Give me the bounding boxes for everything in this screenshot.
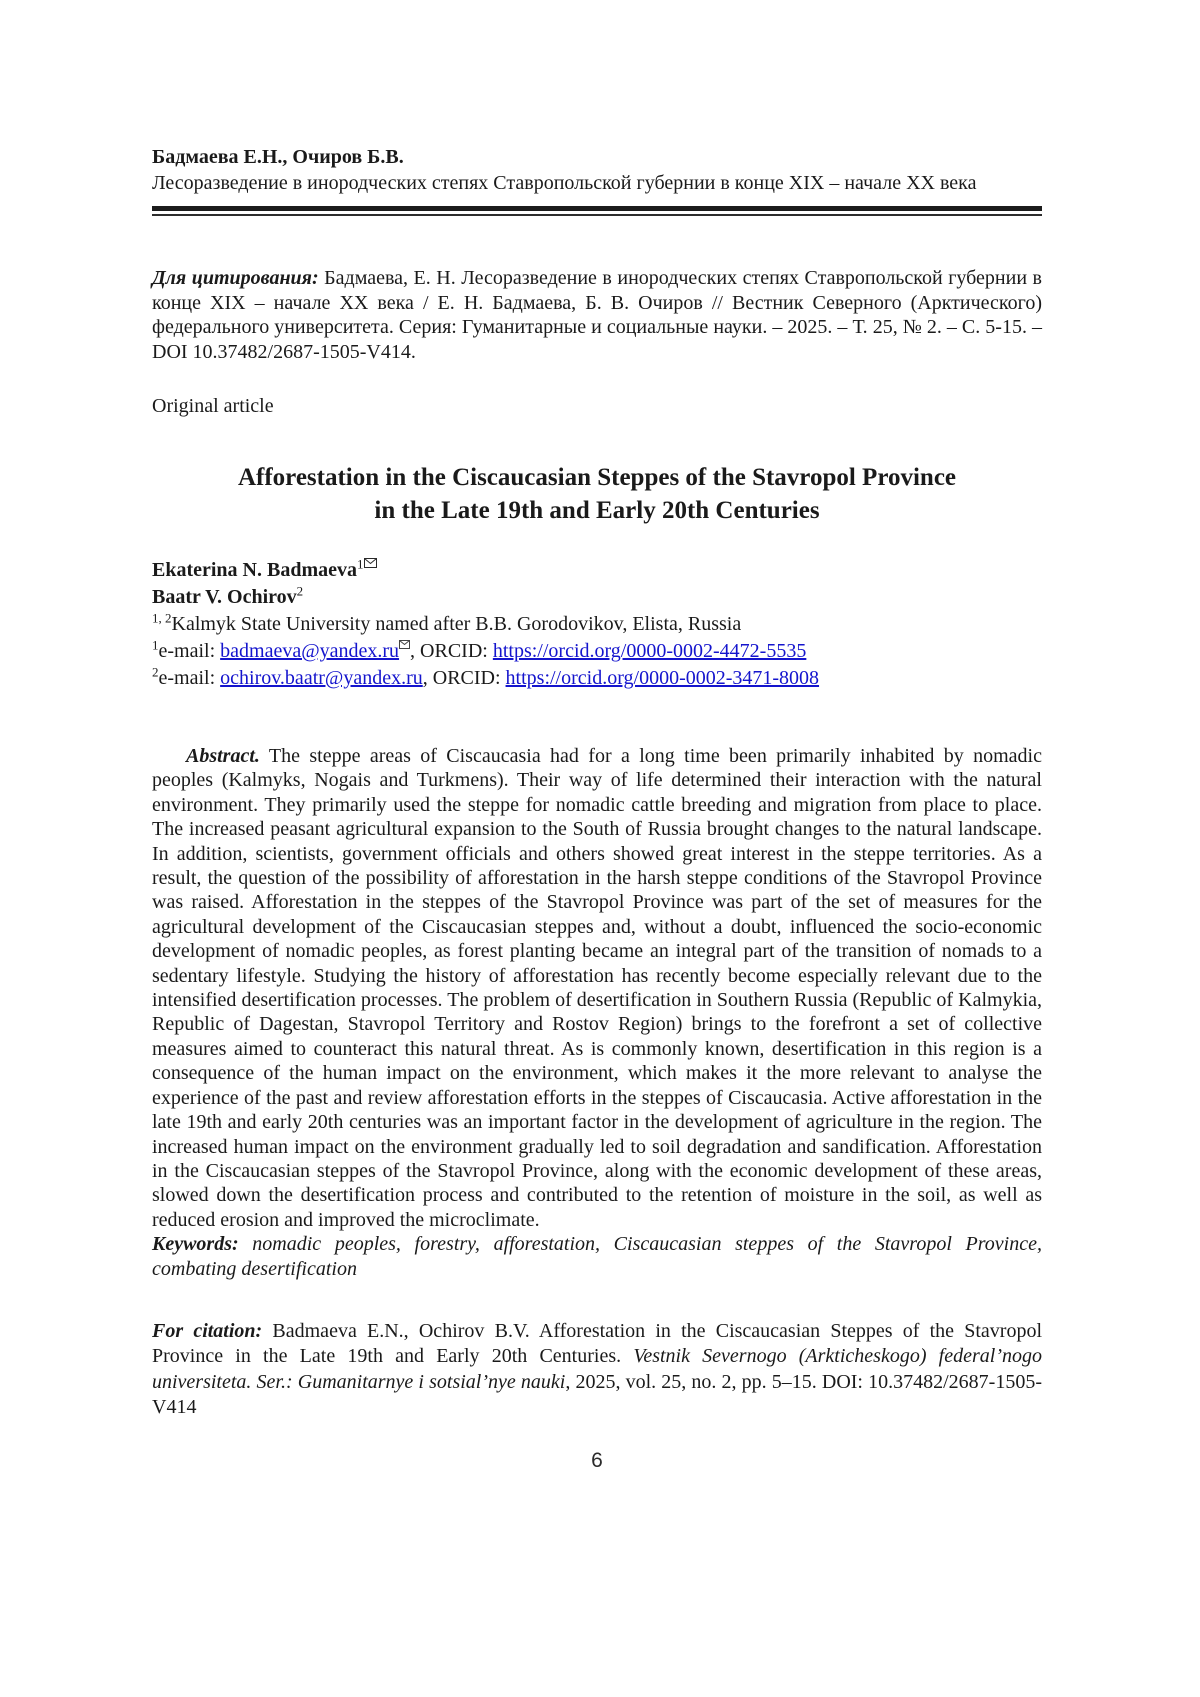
citation-en [152, 1319, 1042, 1421]
citation-en-journal: Vestnik Severnogo (Arkticheskogo) federal’nogo universiteta. Ser.: Gumanitarnye i sotsial’nye nauki [152, 1345, 1042, 1393]
keywords-label: Keywords: [152, 1233, 239, 1256]
abstract-paragraph [152, 744, 1042, 1232]
article-title-line2: in the Late 19th and Early 20th Centuries [374, 497, 820, 524]
citation-ru-label: Для цитирования: [152, 267, 319, 289]
envelope-icon [399, 640, 410, 649]
email-line-1 [152, 638, 1042, 665]
affiliation-text: Kalmyk State University named after B.B. Gorodovikov, Elista, Russia [171, 613, 742, 635]
orcid-1-label: , ORCID: [410, 640, 493, 662]
envelope-icon [364, 558, 377, 568]
running-header [152, 145, 1042, 216]
orcid-2-label: , ORCID: [422, 667, 506, 689]
email-1-label: e-mail: [158, 640, 221, 662]
author-2-affil-sup: 2 [296, 583, 304, 599]
author-line-2 [152, 584, 1042, 611]
author-2-name: Baatr V. Ochirov [152, 586, 297, 608]
email-2-sup: 2 [152, 664, 159, 680]
citation-en-label: For citation: [152, 1319, 263, 1342]
article-type-label: Original article [152, 395, 274, 417]
author-1-affil-sup: 1 [357, 556, 364, 572]
email-1-sup: 1 [152, 637, 159, 653]
email-line-2 [152, 665, 1042, 692]
article-title [152, 461, 1042, 527]
orcid-1-link[interactable]: https://orcid.org/0000-0002-4472-5535 [492, 640, 807, 662]
citation-en-text-2: , 2025, vol. 25, no. 2, pp. 5–15. DOI: 10.37482/2687-1505-V414 [152, 1370, 1042, 1419]
authors-block [152, 557, 1042, 692]
affiliation-sup: 1, 2 [152, 610, 172, 626]
abstract-label: Abstract. [186, 745, 260, 767]
orcid-2-link[interactable]: https://orcid.org/0000-0002-3471-8008 [505, 667, 820, 689]
email-2-link[interactable]: ochirov.baatr@yandex.ru [220, 667, 423, 689]
author-line-1 [152, 557, 1042, 584]
running-header-authors: Бадмаева Е.Н., Очиров Б.В. [152, 146, 404, 168]
page-number: 6 [591, 1448, 603, 1472]
citation-ru [152, 266, 1042, 364]
keywords-text: nomadic peoples, forestry, afforestation, Ciscaucasian steppes of the Stavropol Province, combating desertification [152, 1233, 1042, 1280]
author-1-name: Ekaterina N. Badmaeva [152, 559, 357, 581]
abstract-text: The steppe areas of Ciscaucasia had for a long time been primarily inhabited by nomadic peoples (Kalmyks, Nogais and Turkmens). Their way of life determined their interaction with the natural environment. They primarily used the steppe for nomadic cattle breeding and migration from place to place. The increased peasant agricultural expansion to the South of Russia brought changes to the natural landscape. In addition, scientists, government officials and others showed great interest in the steppe territories. As a result, the question of the possibility of afforestation in the harsh steppe conditions of the Stavropol Province was raised. Afforestation in the steppes of the Stavropol Province was part of the set of measures for the agricultural development of the Ciscaucasian steppes and, without a doubt, influenced the socio-economic development of nomadic peoples, as forest planting became an integral part of the transition of nomads to a sedentary lifestyle. Studying the history of afforestation has recently become especially relevant due to the intensified desertification processes. The problem of desertification in Southern Russia (Republic of Kalmykia, Republic of Dagestan, Stavropol Territory and Rostov Region) brings to the forefront a set of collective measures aimed to counteract this natural threat. As is commonly known, desertification in this region is a consequence of the human impact on the environment, which makes it the more relevant to analyse the experience of the past and review afforestation efforts in the steppes of Ciscaucasia. Active afforestation in the late 19th and early 20th centuries was an important factor in the development of agriculture in the region. The increased human impact on the environment gradually led to soil degradation and sandification. Afforestation in the Ciscaucasian steppes of the Stavropol Province, along with the economic development of these areas, slowed down the desertification process and contributed to the retention of moisture in the soil, as well as reduced erosion and improved the microclimate. [152, 745, 1042, 1231]
header-rule [152, 206, 1042, 216]
citation-en-text-1: Badmaeva E.N., Ochirov B.V. Afforestation in the Ciscaucasian Steppes of the Stavropol Province in the Late 19th and Early 20th Centuries. [152, 1319, 1043, 1368]
affiliation-line [152, 611, 1042, 638]
email-1-link[interactable]: badmaeva@yandex.ru [220, 640, 400, 662]
email-2-label: e-mail: [158, 667, 221, 689]
keywords-paragraph [152, 1232, 1042, 1281]
citation-ru-text: Бадмаева, Е. Н. Лесоразведение в инородческих степях Ставропольской губернии в конце XIX – начале XX века / Е. Н. Бадмаева, Б. В. Очиров // Вестник Северного (Арктического) федерального университета. Серия: Гуманитарные и социальные науки. – 2025. – Т. 25, № 2. – С. 5-15. – DOI 10.37482/2687-1505-V414. [152, 267, 1042, 363]
running-header-title: Лесоразведение в инородческих степях Ставропольской губернии в конце XIX – начале XX века [152, 172, 977, 194]
article-title-line1: Afforestation in the Ciscaucasian Steppes of the Stavropol Province [237, 464, 957, 491]
